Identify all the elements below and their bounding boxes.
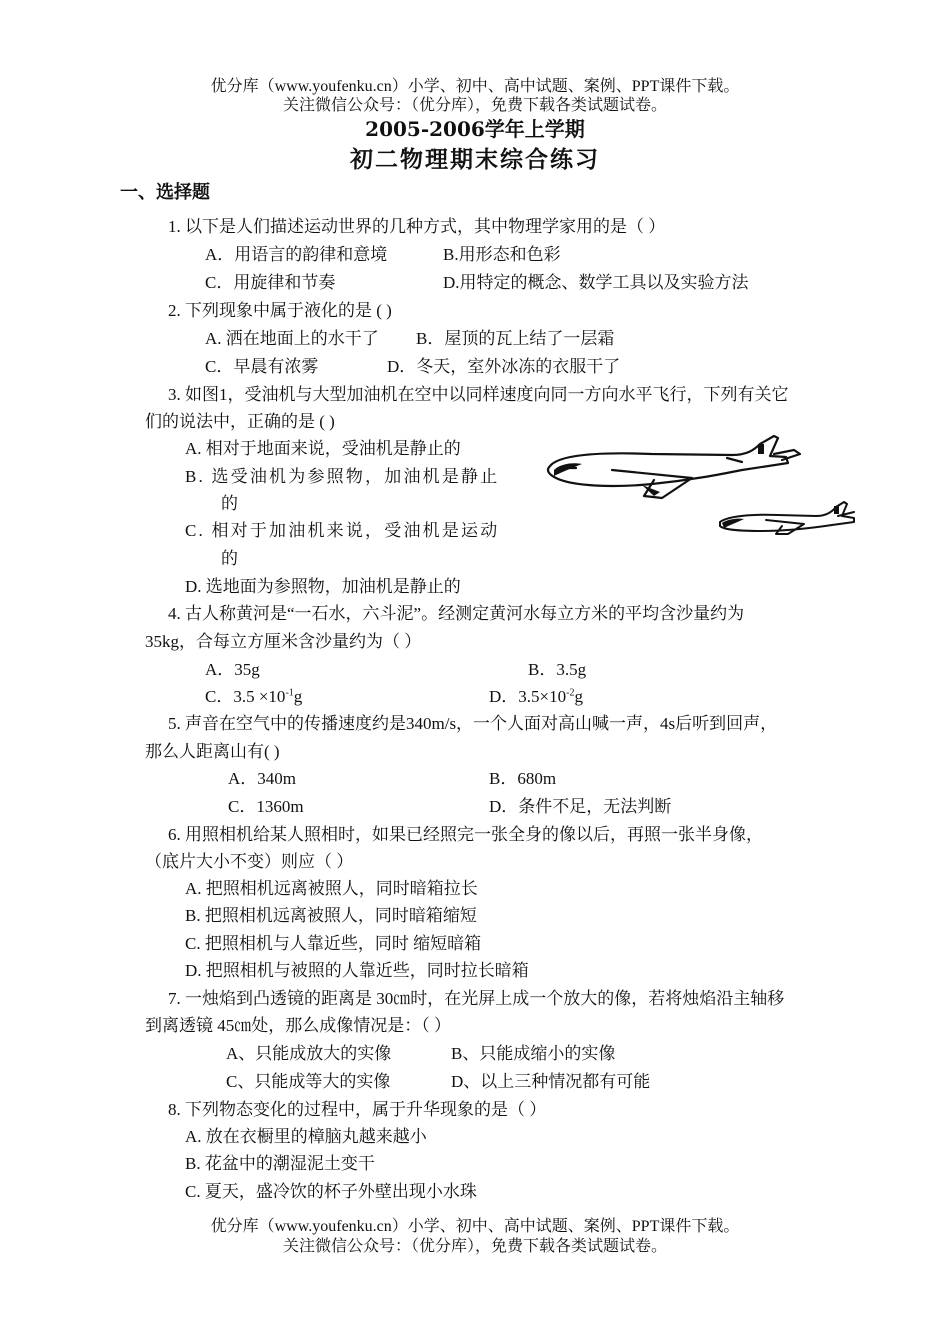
section-heading: 一、选择题: [120, 182, 210, 202]
q8-stem: 8. 下列物态变化的过程中，属于升华现象的是（ ）: [168, 1100, 547, 1119]
q3-option-c-line-2: 的: [221, 549, 238, 568]
q5-option-a: A．340m: [228, 769, 296, 788]
header-line-1: 优分库（www.youfenku.cn）小学、初中、高中试题、案例、PPT课件下载。: [210, 78, 740, 95]
q4-option-d: [489, 686, 583, 708]
footer-line-1: 优分库（www.youfenku.cn）小学、初中、高中试题、案例、PPT课件下载。: [210, 1218, 740, 1235]
q4-option-d-exponent: -2: [566, 687, 575, 699]
q6-option-b: B. 把照相机远离被照人，同时暗箱缩短: [185, 906, 477, 925]
q3-stem-line-2: 们的说法中，正确的是 ( ): [145, 412, 335, 431]
q8-option-c: C. 夏天，盛冷饮的杯子外壁出现小水珠: [185, 1182, 477, 1201]
q1-option-a: A．用语言的韵律和意境: [205, 245, 388, 264]
q2-option-c: C．早晨有浓雾: [205, 357, 319, 376]
q3-option-b-line-1: B. 选受油机为参照物，加油机是静止: [185, 467, 500, 486]
q6-option-a: A. 把照相机远离被照人，同时暗箱拉长: [185, 879, 478, 898]
q1-option-b: B.用形态和色彩: [443, 245, 561, 264]
q4-option-c-base: C．3.5 ×10: [205, 687, 286, 706]
refueling-airplanes-figure: [542, 430, 860, 538]
q3-option-b-line-2: 的: [221, 494, 238, 513]
q3-option-d: D. 选地面为参照物，加油机是静止的: [185, 577, 461, 596]
q5-stem-line-2: 那么人距离山有( ): [145, 742, 280, 761]
q5-stem-line-1: 5. 声音在空气中的传播速度约是340m/s，一个人面对高山喊一声，4s后听到回声，: [168, 714, 778, 733]
exam-year-title: 2005-2006学年上学期: [365, 117, 585, 141]
q6-stem-line-2: （底片大小不变）则应（ ）: [145, 852, 354, 871]
q7-option-b: B、只能成缩小的实像: [451, 1044, 616, 1063]
q7-option-a: A、只能成放大的实像: [226, 1044, 392, 1063]
q4-option-c-exponent: -1: [285, 687, 294, 699]
q5-option-d: D．条件不足，无法判断: [489, 797, 672, 816]
q4-option-a: A．35g: [205, 660, 260, 679]
q1-option-c: C．用旋律和节奏: [205, 273, 336, 292]
q1-option-d: D.用特定的概念、数学工具以及实验方法: [443, 273, 749, 292]
q4-option-d-unit: g: [574, 687, 583, 706]
q4-option-c-unit: g: [293, 687, 303, 706]
q7-stem-line-2: 到离透镜 45㎝处，那么成像情况是：（ ）: [145, 1016, 451, 1035]
q8-option-b: B. 花盆中的潮湿泥土变干: [185, 1154, 375, 1173]
q6-stem-line-1: 6. 用照相机给某人照相时，如果已经照完一张全身的像以后，再照一张半身像，: [168, 825, 763, 844]
q4-option-b: B．3.5g: [528, 660, 587, 679]
q7-option-c: C、只能成等大的实像: [226, 1072, 391, 1091]
q2-option-b: B．屋顶的瓦上结了一层霜: [416, 329, 615, 348]
q8-option-a: A. 放在衣橱里的樟脑丸越来越小: [185, 1127, 427, 1146]
q3-option-c-line-1: C. 相对于加油机来说，受油机是运动: [185, 521, 500, 540]
q6-option-d: D. 把照相机与被照的人靠近些，同时拉长暗箱: [185, 961, 529, 980]
exam-title: 初二物理期末综合练习: [350, 146, 600, 173]
receiver-airplane: [720, 502, 854, 534]
q5-option-c: C．1360m: [228, 797, 304, 816]
q4-stem-line-1: 4. 古人称黄河是“一石水，六斗泥”。经测定黄河水每立方米的平均含沙量约为: [168, 604, 745, 623]
q1-stem: 1. 以下是人们描述运动世界的几种方式，其中物理学家用的是（ ）: [168, 217, 666, 236]
q2-option-d: D．冬天，室外冰冻的衣服干了: [387, 357, 621, 376]
q2-option-a: A. 洒在地面上的水干了: [205, 329, 379, 348]
footer-line-2: 关注微信公众号：（优分库），免费下载各类试题试卷。: [282, 1238, 667, 1255]
header-line-2: 关注微信公众号：（优分库），免费下载各类试题试卷。: [282, 97, 667, 114]
q4-option-d-base: D．3.5×10: [489, 687, 567, 706]
q3-option-a: A. 相对于地面来说，受油机是静止的: [185, 439, 461, 458]
tanker-details: [554, 444, 764, 496]
q7-stem-line-1: 7. 一烛焰到凸透镜的距离是 30㎝时，在光屏上成一个放大的像，若将烛焰沿主轴移: [168, 989, 785, 1008]
q6-option-c: C. 把照相机与人靠近些，同时 缩短暗箱: [185, 934, 482, 953]
q2-stem: 2. 下列现象中属于液化的是 ( ): [168, 301, 392, 320]
q3-stem-line-1: 3. 如图1，受油机与大型加油机在空中以同样速度向同一方向水平飞行，下列有关它: [168, 385, 789, 404]
q4-option-c: [205, 686, 302, 708]
q7-option-d: D、以上三种情况都有可能: [451, 1072, 651, 1091]
q4-stem-line-2: 35kg，合每立方厘米含沙量约为（ ）: [145, 632, 422, 651]
q5-option-b: B．680m: [489, 769, 557, 788]
